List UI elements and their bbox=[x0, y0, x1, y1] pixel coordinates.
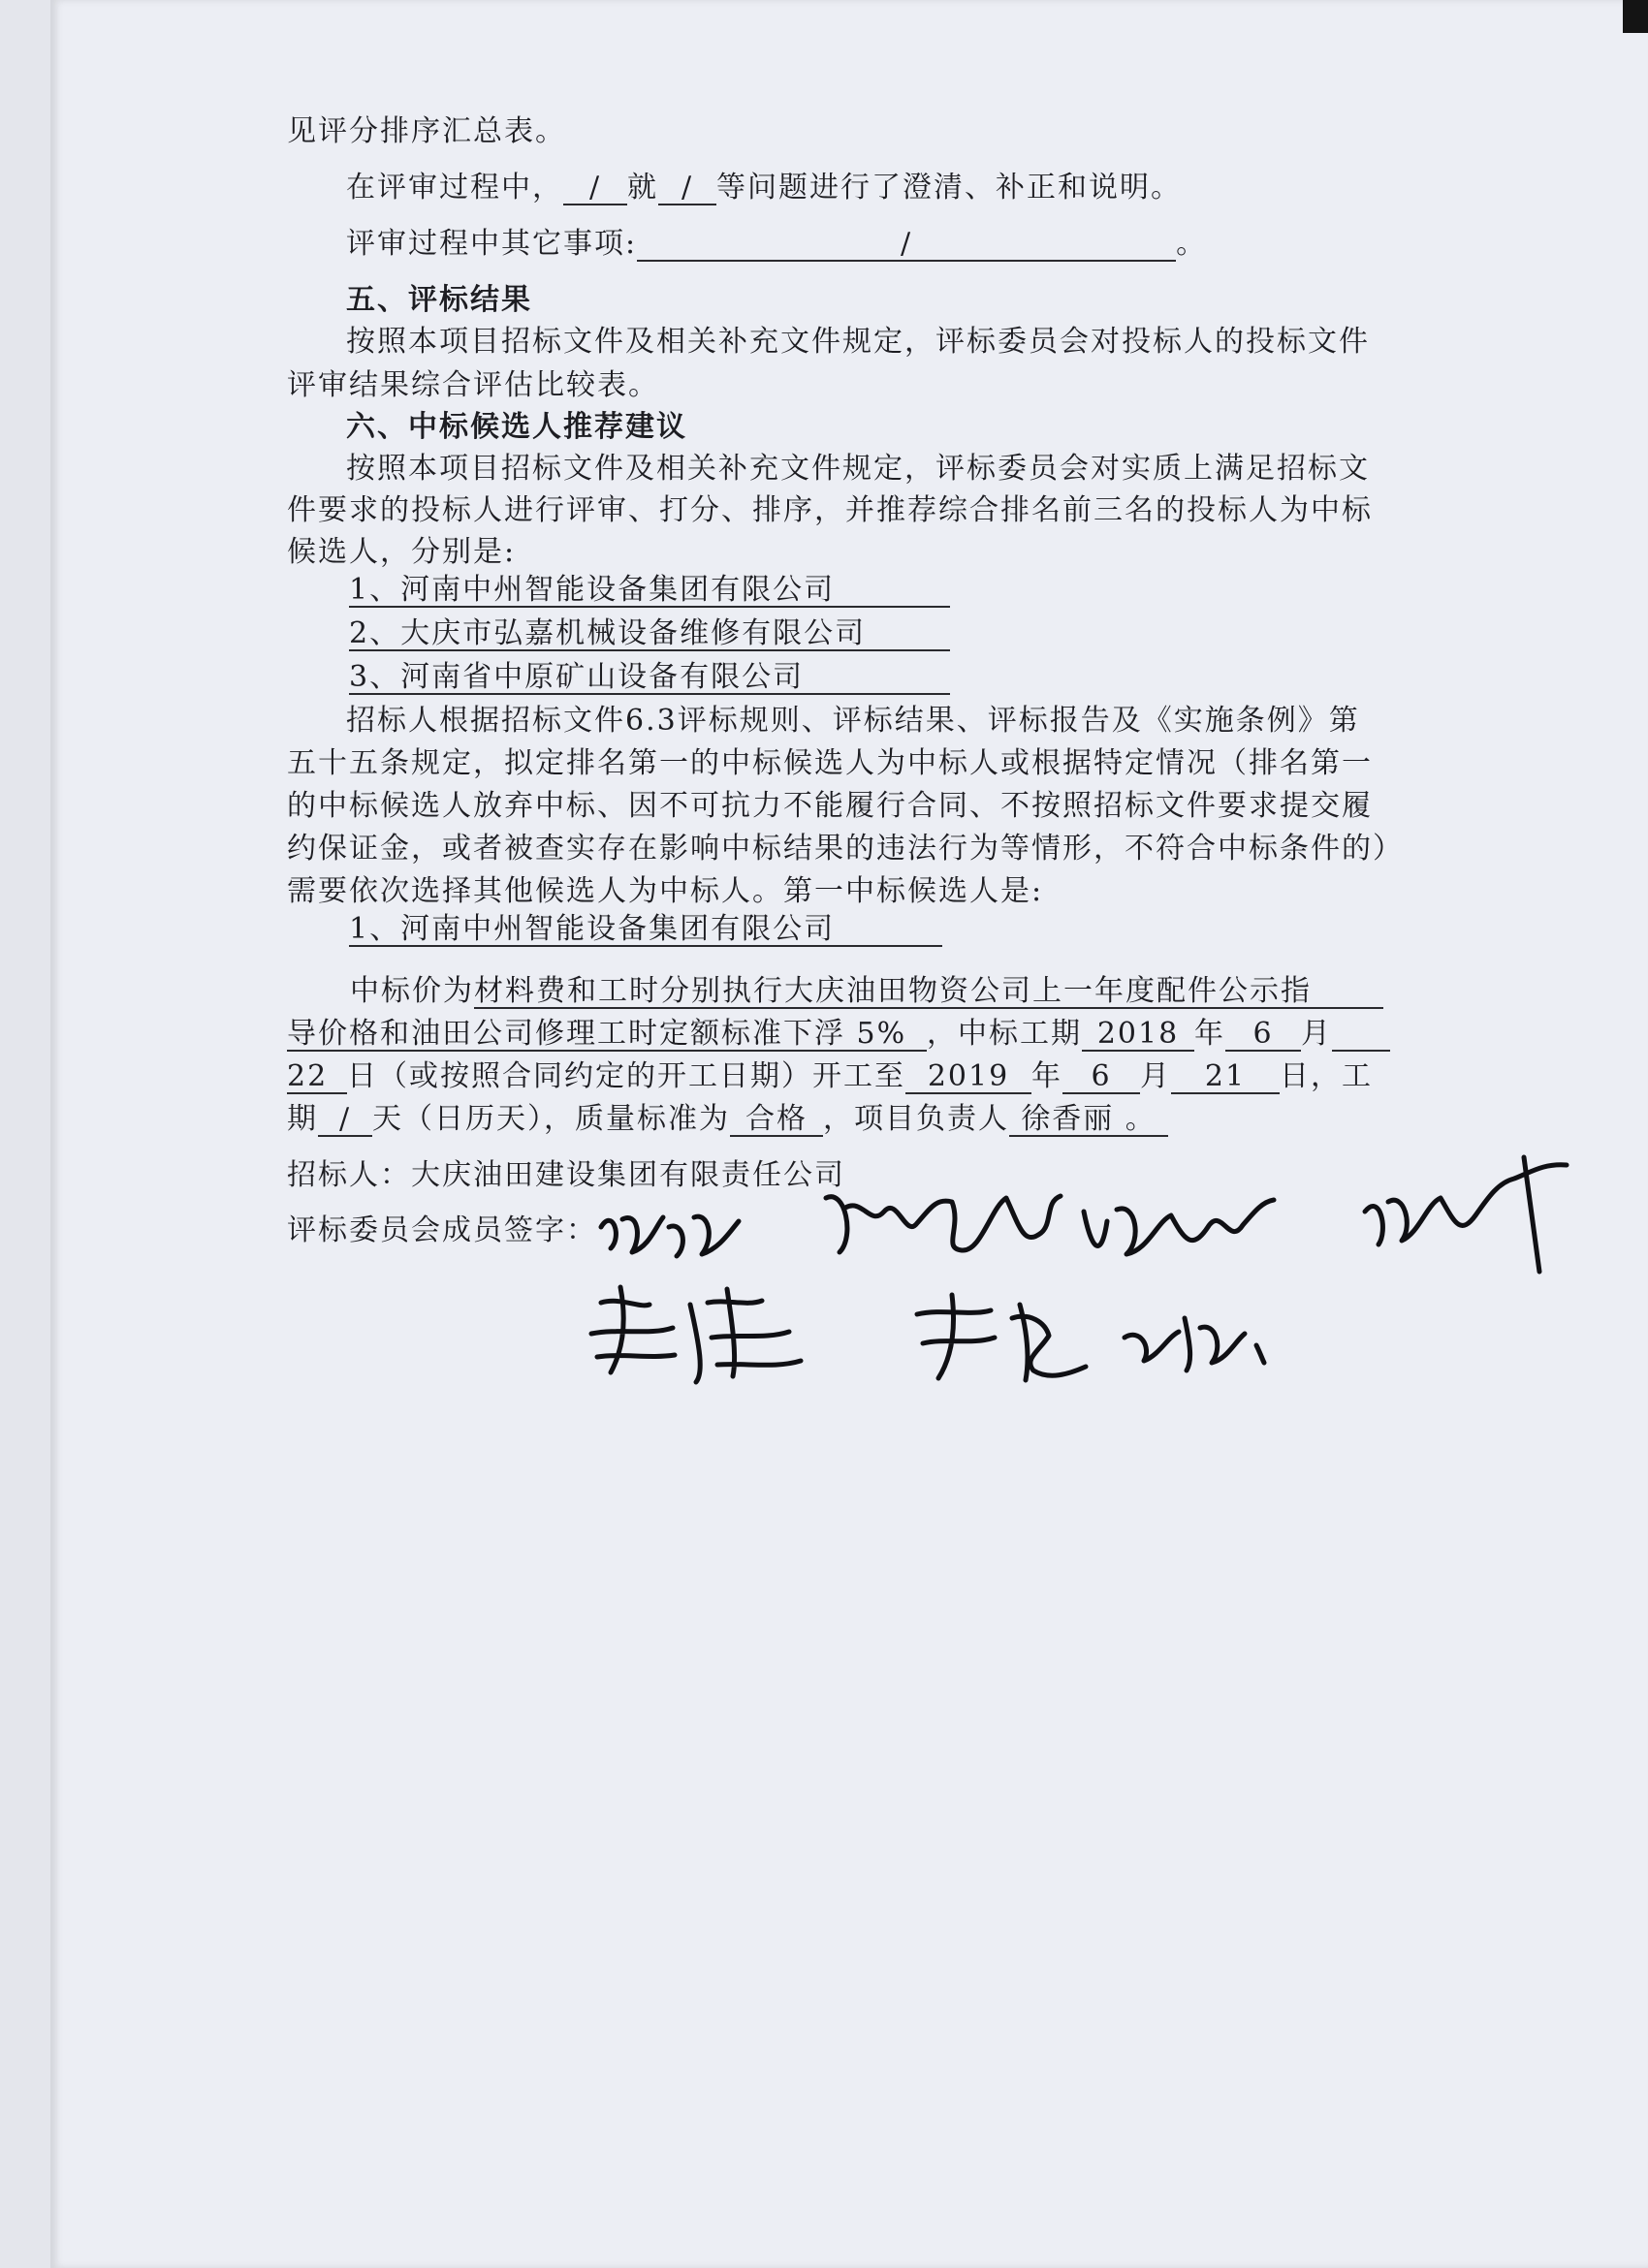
fill-blank: 导价格和油田公司修理工时定额标准下浮 5% bbox=[287, 1018, 927, 1052]
candidate-name: 2、大庆市弘嘉机械设备维修有限公司 bbox=[349, 617, 950, 651]
fill-blank: 材料费和工时分别执行大庆油田物资公司上一年度配件公示指 bbox=[474, 975, 1383, 1009]
fill-blank: 2018 bbox=[1082, 1018, 1194, 1052]
price-line-4 bbox=[287, 1094, 1648, 1137]
section-heading bbox=[346, 275, 1648, 318]
fill-blank: 6 bbox=[1225, 1018, 1301, 1052]
other-matters-line bbox=[346, 219, 1648, 262]
signature bbox=[582, 1279, 814, 1386]
paragraph-text: 日，工 bbox=[1280, 1059, 1373, 1093]
fill-blank: / bbox=[658, 172, 716, 205]
fill-blank: 2019 bbox=[905, 1060, 1031, 1094]
text-line bbox=[346, 696, 1648, 739]
fill-blank: 徐香丽 。 bbox=[1009, 1103, 1168, 1137]
paragraph-text: 月 bbox=[1140, 1059, 1171, 1093]
paragraph-text: 就 bbox=[627, 171, 658, 205]
fill-blank: / bbox=[563, 172, 627, 205]
paragraph-text: 五十五条规定，拟定排名第一的中标候选人为中标人或根据特定情况（排名第一 bbox=[287, 746, 1373, 780]
paragraph-text: 候选人，分别是: bbox=[287, 535, 517, 569]
paragraph-text: 评审过程中其它事项: bbox=[346, 227, 638, 261]
text-line bbox=[287, 361, 1648, 403]
paragraph-text: 见评分排序汇总表。 bbox=[287, 114, 566, 148]
paragraph-text: ，中标工期 bbox=[927, 1017, 1082, 1051]
candidate-name: 1、河南中州智能设备集团有限公司 bbox=[349, 574, 950, 608]
paragraph-text: 按照本项目招标文件及相关补充文件规定，评标委员会对投标人的投标文件 bbox=[346, 325, 1370, 359]
first-candidate bbox=[349, 912, 1648, 947]
text-line bbox=[287, 866, 1648, 909]
candidate-item bbox=[349, 660, 1648, 695]
candidate-name: 3、河南省中原矿山设备有限公司 bbox=[349, 661, 950, 695]
fill-blank: / bbox=[637, 228, 1176, 262]
candidate-item bbox=[349, 616, 1648, 651]
tenderer-text: 招标人：大庆油田建设集团有限责任公司 bbox=[287, 1158, 845, 1192]
clarification-line bbox=[346, 163, 1648, 205]
price-line-3 bbox=[287, 1052, 1648, 1094]
paragraph-text: 等问题进行了澄清、补正和说明。 bbox=[716, 171, 1182, 205]
fill-blank: 合格 bbox=[730, 1103, 823, 1137]
text-line bbox=[287, 486, 1648, 528]
paragraph-text: 月 bbox=[1301, 1017, 1332, 1051]
text-line bbox=[287, 107, 1648, 149]
heading-text: 六、中标候选人推荐建议 bbox=[346, 410, 687, 444]
paragraph-text: 需要依次选择其他候选人为中标人。第一中标候选人是: bbox=[287, 874, 1044, 908]
text-line bbox=[346, 317, 1648, 360]
text-line bbox=[346, 444, 1648, 487]
paragraph-text: 年 bbox=[1194, 1017, 1225, 1051]
paragraph-text: 件要求的投标人进行评审、打分、排序，并推荐综合排名前三名的投标人为中标 bbox=[287, 493, 1373, 527]
text-line bbox=[287, 824, 1648, 866]
fill-blank: 6 bbox=[1062, 1060, 1140, 1094]
committee-label: 评标委员会成员签字： bbox=[287, 1213, 597, 1247]
paragraph-text: 在评审过程中， bbox=[346, 171, 563, 205]
paragraph-text: 。 bbox=[1176, 227, 1208, 261]
signature bbox=[816, 1169, 1068, 1266]
document-page bbox=[50, 0, 1648, 2268]
paragraph-text: 年 bbox=[1031, 1059, 1062, 1093]
price-line-1 bbox=[350, 966, 1648, 1009]
signature bbox=[1117, 1299, 1282, 1376]
signature bbox=[1359, 1144, 1582, 1279]
paragraph-text: 日（或按照合同约定的开工日期）开工至 bbox=[347, 1059, 905, 1093]
text-line bbox=[287, 527, 1648, 570]
paragraph-text: 约保证金，或者被查实存在影响中标结果的违法行为等情形，不符合中标条件的） bbox=[287, 832, 1404, 866]
section-heading bbox=[346, 402, 1648, 445]
signature bbox=[1078, 1182, 1282, 1270]
signature bbox=[593, 1198, 758, 1266]
fill-blank bbox=[1332, 1018, 1390, 1052]
paragraph-text: ，项目负责人 bbox=[823, 1102, 1009, 1136]
signature bbox=[903, 1289, 1097, 1386]
text-line bbox=[287, 781, 1648, 824]
paragraph-text: 天（日历天），质量标准为 bbox=[372, 1102, 730, 1136]
fill-blank: / bbox=[318, 1103, 372, 1137]
fill-blank: 22 bbox=[287, 1060, 347, 1094]
candidate-name: 1、河南中州智能设备集团有限公司 bbox=[349, 913, 942, 947]
text-line bbox=[287, 739, 1648, 781]
paragraph-text: 中标价为 bbox=[350, 974, 474, 1008]
candidate-item bbox=[349, 573, 1648, 608]
paragraph-text: 招标人根据招标文件6.3评标规则、评标结果、评标报告及《实施条例》第 bbox=[346, 704, 1360, 738]
paragraph-text: 的中标候选人放弃中标、因不可抗力不能履行合同、不按照招标文件要求提交履 bbox=[287, 789, 1373, 823]
paragraph-text: 期 bbox=[287, 1102, 318, 1136]
fill-blank: 21 bbox=[1171, 1060, 1280, 1094]
heading-text: 五、评标结果 bbox=[346, 283, 532, 317]
paragraph-text: 评审结果综合评估比较表。 bbox=[287, 368, 659, 402]
price-line-2 bbox=[287, 1009, 1648, 1052]
paragraph-text: 按照本项目招标文件及相关补充文件规定，评标委员会对实质上满足招标文 bbox=[346, 452, 1370, 486]
scan-corner-mark bbox=[1623, 0, 1648, 33]
